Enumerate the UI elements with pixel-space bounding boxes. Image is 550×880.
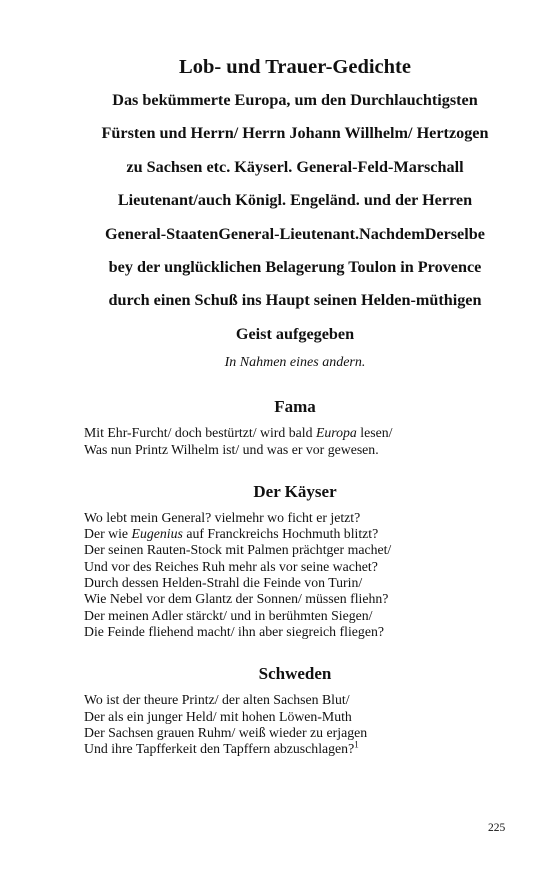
footnote-marker[interactable]: 1: [354, 739, 359, 750]
verse-block: [84, 425, 506, 458]
verse-line: Die Feinde fliehend macht/ ihn aber siegreich fliegen?: [84, 623, 384, 639]
verse-line: [84, 741, 506, 757]
verse-emphasis: Europa: [315, 425, 357, 441]
verse-line: Wo lebt mein General? vielmehr wo ficht er jetzt?: [84, 509, 361, 525]
verse-line: Wo ist der theure Printz/ der alten Sachsen Blut/: [84, 692, 350, 708]
verse-line: Was nun Printz Wilhelm ist/ und was er vor gewesen.: [84, 441, 379, 457]
subtitle-line: zu Sachsen etc. Käyserl. General-Feld-Marschall: [126, 157, 464, 176]
verse-line: [84, 526, 506, 542]
verse-emphasis: Eugenius: [131, 526, 183, 542]
subtitle-line: Fürsten und Herrn/ Herrn Johann Willhelm/ Hertzogen: [101, 124, 489, 143]
page-number: 225: [488, 822, 506, 834]
verse-text: lesen/: [356, 425, 393, 441]
verse-text: Der wie: [84, 526, 132, 542]
subtitle-line: bey der unglücklichen Belagerung Toulon in Provence: [108, 258, 482, 277]
verse-line: Der meinen Adler stärckt/ und in berühmten Siegen/: [84, 607, 373, 623]
subtitle-line: Das bekümmerte Europa, um den Durchlauchtigsten: [112, 91, 478, 109]
page-title: Lob- und Trauer-Gedichte: [179, 56, 411, 78]
speaker-heading: Schweden: [258, 664, 332, 684]
verse-line: Und vor des Reiches Ruh mehr als vor seine wachet?: [84, 558, 378, 574]
verse-text: auf Franckreichs Hochmuth blitzt?: [182, 526, 379, 542]
page-content: [84, 52, 506, 757]
verse-line: Wie Nebel vor dem Glantz der Sonnen/ müssen fliehn?: [84, 591, 389, 607]
verse-block: [84, 510, 506, 640]
section-kayser: [84, 480, 506, 640]
verse-line: Der seinen Rauten-Stock mit Palmen prächtger machet/: [84, 542, 392, 558]
subtitle-line: durch einen Schuß ins Haupt seinen Helden-müthigen: [108, 291, 482, 310]
verse-text: Mit Ehr-Furcht/ doch bestürtzt/ wird bald: [84, 425, 316, 441]
speaker-heading: Der Käyser: [253, 481, 337, 501]
subtitle-line: General-StaatenGeneral-Lieutenant.NachdemDerselbe: [105, 224, 485, 243]
subtitle-line: Geist aufgegeben: [235, 324, 355, 343]
speaker-heading: Fama: [274, 397, 316, 417]
verse-line: Durch dessen Helden-Strahl die Feinde von Turin/: [84, 575, 363, 591]
verse-block: [84, 692, 506, 757]
section-fama: [84, 395, 506, 458]
author-note: In Nahmen eines andern.: [224, 355, 366, 371]
verse-line: [84, 425, 506, 441]
verse-line: Der als ein junger Held/ mit hohen Löwen-Muth: [84, 708, 352, 724]
section-schweden: [84, 662, 506, 757]
poem-subtitle: [84, 84, 506, 351]
verse-text: Und ihre Tapfferkeit den Tapffern abzuschlagen?: [84, 741, 355, 757]
verse-line: Der Sachsen grauen Ruhm/ weiß wieder zu erjagen: [84, 724, 368, 740]
subtitle-line: Lieutenant/auch Königl. Engeländ. und der Herren: [117, 191, 473, 210]
